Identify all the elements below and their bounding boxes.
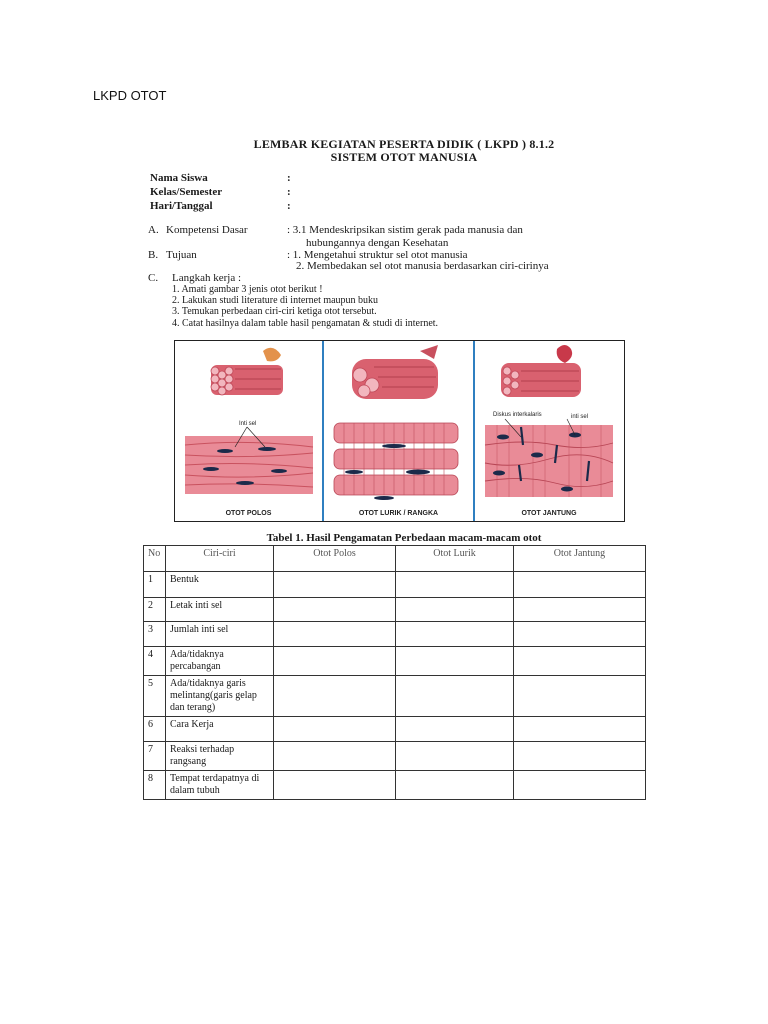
- header-otot-lurik: Otot Lurik: [396, 546, 514, 572]
- panel-otot-jantung: [475, 341, 623, 521]
- table-row: [144, 647, 646, 676]
- cell-otot-jantung[interactable]: [514, 771, 646, 800]
- table-row: [144, 572, 646, 598]
- section-c-label: Langkah kerja :: [172, 272, 242, 284]
- cell-otot-jantung[interactable]: [514, 717, 646, 742]
- cell-otot-lurik[interactable]: [396, 771, 514, 800]
- row-number: 7: [144, 742, 166, 771]
- skeletal-muscle-illustration: [324, 341, 473, 523]
- field-colon: :: [287, 186, 291, 198]
- row-number: 8: [144, 771, 166, 800]
- field-kelas-semester: Kelas/Semester: [150, 186, 223, 198]
- row-number: 2: [144, 598, 166, 622]
- smooth-muscle-bundle: [211, 348, 283, 395]
- cell-otot-lurik[interactable]: [396, 598, 514, 622]
- worksheet-title: LEMBAR KEGIATAN PESERTA DIDIK ( LKPD ) 8.1.2: [253, 137, 555, 151]
- cell-otot-jantung[interactable]: [514, 742, 646, 771]
- label-inti-sel: inti sel: [571, 414, 589, 420]
- header-ciri-ciri: Ciri-ciri: [166, 546, 274, 572]
- cell-otot-polos[interactable]: [274, 598, 396, 622]
- cell-otot-polos[interactable]: [274, 717, 396, 742]
- row-number: 3: [144, 622, 166, 647]
- section-b-text: : 1. Mengetahui struktur sel otot manusia: [287, 249, 468, 261]
- cell-otot-polos[interactable]: [274, 771, 396, 800]
- cell-otot-polos[interactable]: [274, 572, 396, 598]
- step-item: 4. Catat hasilnya dalam table hasil pengamatan & studi di internet.: [172, 317, 439, 329]
- label-diskus-interkalaris: Diskus interkalaris: [493, 412, 542, 418]
- table-row: [144, 676, 646, 717]
- cell-otot-lurik[interactable]: [396, 742, 514, 771]
- label-inti-sel: Inti sel: [239, 421, 257, 427]
- section-b-text-cont: 2. Membedakan sel otot manusia berdasarkan ciri-cirinya: [296, 260, 549, 272]
- cell-otot-polos[interactable]: [274, 676, 396, 717]
- row-number: 1: [144, 572, 166, 598]
- cell-otot-lurik[interactable]: [396, 647, 514, 676]
- cell-otot-jantung[interactable]: [514, 572, 646, 598]
- table-row: [144, 622, 646, 647]
- row-ciri: Letak inti sel: [166, 598, 274, 622]
- header-otot-polos: Otot Polos: [274, 546, 396, 572]
- section-a-text-cont: hubungannya dengan Kesehatan: [306, 237, 449, 249]
- panel-otot-lurik: [324, 341, 473, 521]
- panel-otot-polos: [175, 341, 322, 521]
- cell-otot-lurik[interactable]: [396, 717, 514, 742]
- row-number: 6: [144, 717, 166, 742]
- field-colon: :: [287, 172, 291, 184]
- table-row: [144, 771, 646, 800]
- cell-otot-polos[interactable]: [274, 647, 396, 676]
- row-ciri: Bentuk: [166, 572, 274, 598]
- step-item: 1. Amati gambar 3 jenis otot berikut !: [172, 284, 323, 295]
- section-b-letter: B.: [148, 249, 159, 261]
- cell-otot-jantung[interactable]: [514, 598, 646, 622]
- observation-table: [143, 545, 646, 800]
- panel-caption: OTOT POLOS: [225, 510, 272, 517]
- step-list: [172, 284, 438, 329]
- section-c-letter: C.: [148, 272, 159, 284]
- row-ciri: Ada/tidaknya percabangan: [166, 647, 274, 676]
- row-ciri: Jumlah inti sel: [166, 622, 274, 647]
- row-ciri: Reaksi terhadap rangsang: [166, 742, 274, 771]
- panel-caption: OTOT LURIK / RANGKA: [358, 510, 439, 517]
- field-hari-tanggal: Hari/Tanggal: [150, 200, 213, 212]
- row-ciri: Cara Kerja: [166, 717, 274, 742]
- cell-otot-lurik[interactable]: [396, 622, 514, 647]
- cell-otot-jantung[interactable]: [514, 622, 646, 647]
- cell-otot-lurik[interactable]: [396, 676, 514, 717]
- cardiac-muscle-illustration: [475, 341, 623, 523]
- row-ciri: Ada/tidaknya garis melintang(garis gelap dan terang): [166, 676, 274, 717]
- worksheet-subtitle: SISTEM OTOT MANUSIA: [330, 150, 478, 164]
- row-ciri: Tempat terdapatnya di dalam tubuh: [166, 771, 274, 800]
- cell-otot-polos[interactable]: [274, 742, 396, 771]
- step-item: 2. Lakukan studi literature di internet maupun buku: [172, 295, 379, 307]
- field-colon: :: [287, 200, 291, 212]
- row-number: 5: [144, 676, 166, 717]
- table-row: [144, 717, 646, 742]
- cell-otot-lurik[interactable]: [396, 572, 514, 598]
- panel-caption: OTOT JANTUNG: [521, 510, 577, 517]
- cell-otot-jantung[interactable]: [514, 647, 646, 676]
- table-row: [144, 742, 646, 771]
- section-a-letter: A.: [148, 224, 159, 236]
- table-row: [144, 598, 646, 622]
- row-number: 4: [144, 647, 166, 676]
- cell-otot-polos[interactable]: [274, 622, 396, 647]
- header-no: No: [144, 546, 166, 572]
- table-header-row: [144, 546, 646, 572]
- section-b-label: Tujuan: [166, 249, 197, 261]
- step-item: 3. Temukan perbedaan ciri-ciri ketiga otot tersebut.: [172, 306, 377, 318]
- document-label: LKPD OTOT: [93, 88, 167, 103]
- section-a-label: Kompetensi Dasar: [166, 224, 248, 236]
- cell-otot-jantung[interactable]: [514, 676, 646, 717]
- header-otot-jantung: Otot Jantung: [514, 546, 646, 572]
- field-nama-siswa: Nama Siswa: [150, 172, 208, 184]
- section-a-text: : 3.1 Mendeskripsikan sistim gerak pada manusia dan: [287, 224, 523, 236]
- table-caption: Tabel 1. Hasil Pengamatan Perbedaan macam-macam otot: [266, 532, 542, 544]
- muscle-types-figure: [174, 340, 625, 522]
- smooth-muscle-illustration: [175, 341, 322, 523]
